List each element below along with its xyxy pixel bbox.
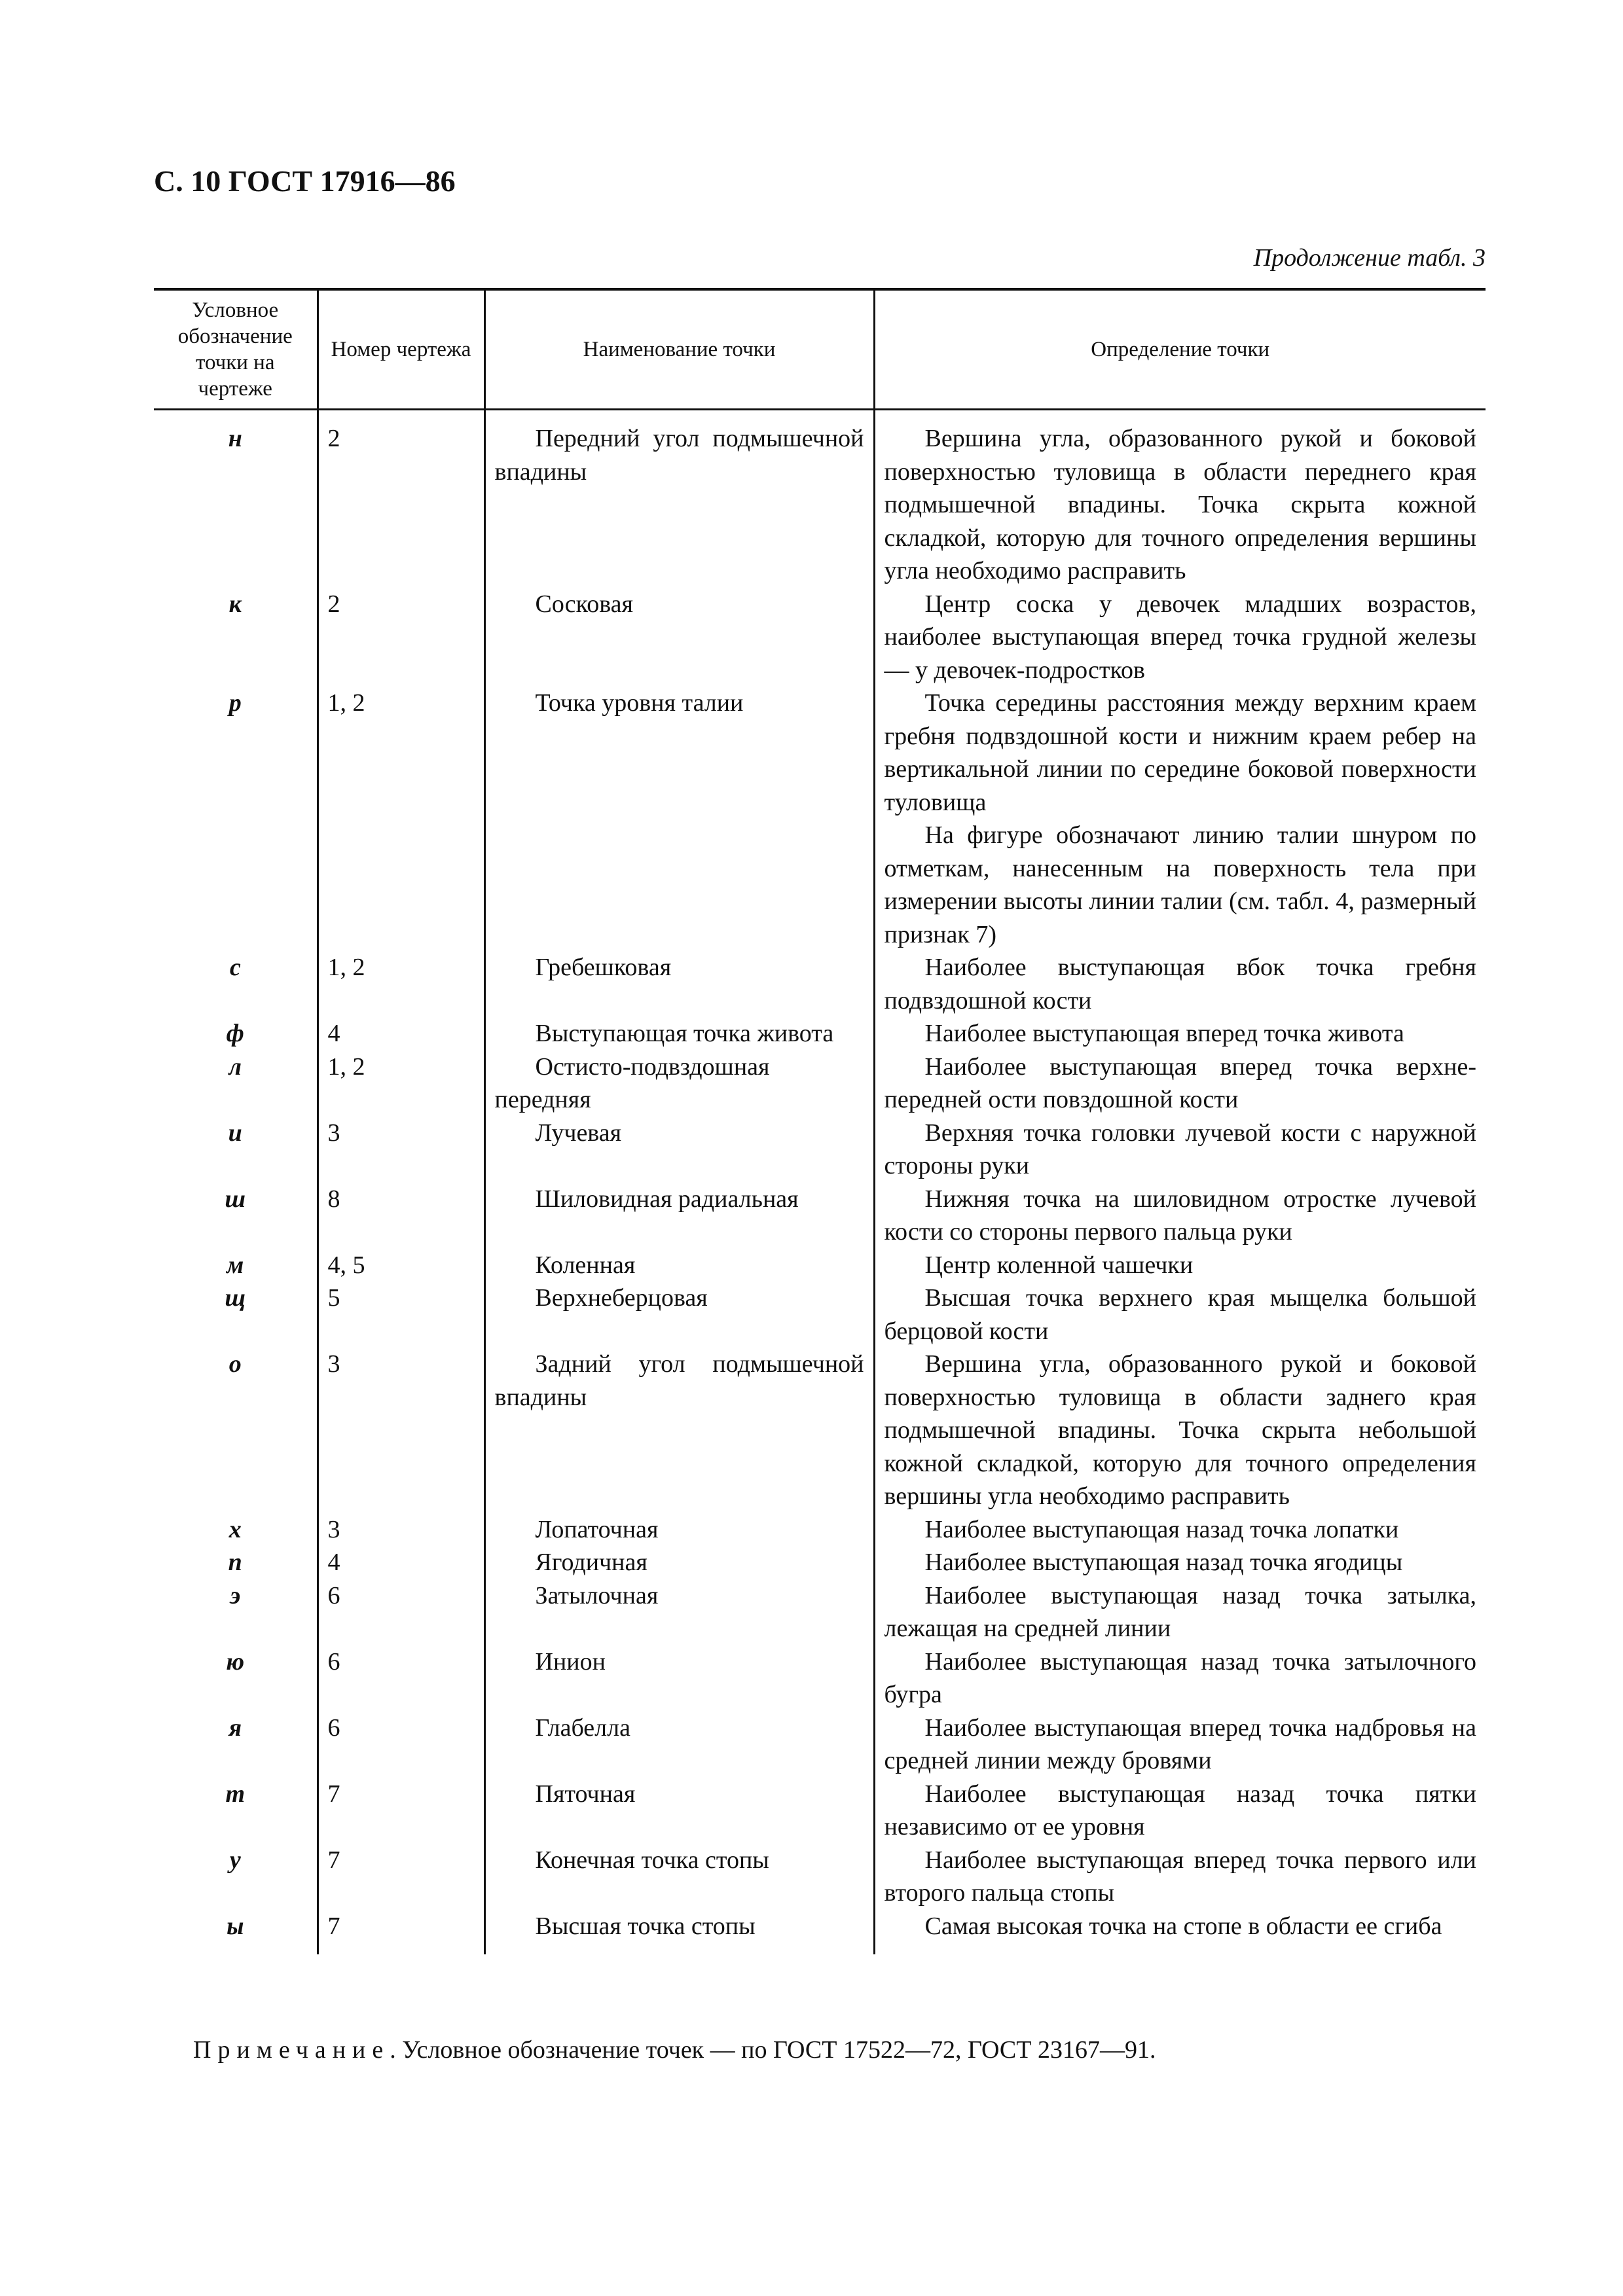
point-name-cell — [484, 1017, 874, 1050]
point-symbol: п — [228, 1549, 242, 1576]
point-name-cell — [484, 1579, 874, 1645]
table-row — [154, 1050, 1486, 1117]
point-definition-cell — [874, 1513, 1486, 1547]
point-definition-cell — [874, 1546, 1486, 1579]
definition-paragraph: Наиболее выступающая вперед точка надбровья на средней линии между бровями — [884, 1713, 1476, 1774]
point-definition-cell — [874, 410, 1486, 588]
point-symbol: о — [228, 1350, 242, 1378]
point-name: Гребешковая — [535, 954, 672, 981]
definition-paragraph: Наиболее выступающая назад точка лопатки — [924, 1515, 1399, 1543]
point-definition-cell — [874, 1844, 1486, 1910]
header-definition: Определение точки — [874, 289, 1486, 410]
figure-number: 6 — [318, 1645, 484, 1712]
figure-number: 4, 5 — [318, 1249, 484, 1282]
point-name-cell — [484, 1249, 874, 1282]
point-name-cell — [484, 1348, 874, 1513]
figure-number: 3 — [318, 1117, 484, 1183]
table-row — [154, 588, 1486, 687]
point-definition-cell — [874, 588, 1486, 687]
point-symbol: к — [228, 590, 242, 618]
point-name-cell — [484, 1844, 874, 1910]
table-row — [154, 1546, 1486, 1579]
definition-paragraph: Наиболее выступающая назад точка ягодицы — [924, 1549, 1403, 1576]
figure-number: 1, 2 — [318, 951, 484, 1017]
point-symbol: т — [225, 1780, 246, 1808]
table-row — [154, 1910, 1486, 1955]
point-name: Затылочная — [535, 1581, 659, 1609]
point-name: Глабелла — [535, 1713, 630, 1742]
table-row — [154, 1645, 1486, 1712]
point-name-cell — [484, 1282, 874, 1348]
point-symbol: у — [229, 1846, 241, 1874]
point-symbol: с — [229, 954, 241, 981]
table-row — [154, 1348, 1486, 1513]
note-text: . Условное обозначение точек — по ГОСТ 17522—72, ГОСТ 23167—91. — [390, 2036, 1156, 2064]
definition-paragraph: Наиболее выступающая вбок точка гребня подвздошной кости — [884, 954, 1476, 1014]
point-name: Конечная точка стопы — [535, 1846, 769, 1874]
point-symbol: ш — [225, 1185, 246, 1213]
points-table — [154, 288, 1486, 1954]
figure-number: 2 — [318, 410, 484, 588]
figure-number: 4 — [318, 1546, 484, 1579]
point-name: Сосковая — [535, 590, 633, 618]
table-row — [154, 1778, 1486, 1844]
definition-paragraph: Центр соска у девочек младших возрастов, наиболее выступающая вперед точка грудной железы — у девочек-подростков — [884, 590, 1476, 684]
point-definition-cell — [874, 1645, 1486, 1712]
figure-number: 8 — [318, 1183, 484, 1249]
point-name-cell — [484, 588, 874, 687]
table-row — [154, 1249, 1486, 1282]
point-definition-cell — [874, 1117, 1486, 1183]
point-definition-cell — [874, 1712, 1486, 1778]
header-symbol: Условное обозначение точки на чертеже — [154, 289, 318, 410]
definition-paragraph: Высшая точка верхнего края мыщелка большой берцовой кости — [884, 1284, 1476, 1345]
point-name-cell — [484, 1513, 874, 1547]
point-symbol: ф — [226, 1020, 244, 1047]
point-symbol: щ — [225, 1284, 246, 1312]
definition-paragraph: Точка середины расстояния между верхним краем гребня подвздошной кости и нижним краем ребер на вертикальной линии по середине боковой поверхности туловища — [884, 689, 1476, 816]
table-row — [154, 1513, 1486, 1547]
point-symbol: н — [228, 425, 242, 452]
point-name: Точка уровня талии — [535, 689, 744, 717]
figure-number: 6 — [318, 1579, 484, 1645]
point-name-cell — [484, 1183, 874, 1249]
definition-paragraph: Вершина угла, образованного рукой и боковой поверхностью туловища в области заднего края подмышечной впадины. Точка скрыта небольшой кожной складкой, которую для точного определения вершины угла необходимо расправить — [884, 1350, 1476, 1510]
point-definition-cell — [874, 1282, 1486, 1348]
point-name-cell — [484, 1645, 874, 1712]
point-definition-cell — [874, 1050, 1486, 1117]
table-row — [154, 1282, 1486, 1348]
point-name-cell — [484, 410, 874, 588]
point-name: Пяточная — [535, 1780, 636, 1808]
point-name: Остисто-подвздошная передняя — [494, 1052, 770, 1113]
point-name-cell — [484, 1050, 874, 1117]
table-row — [154, 1712, 1486, 1778]
point-definition-cell — [874, 1348, 1486, 1513]
point-definition-cell — [874, 1910, 1486, 1955]
point-name-cell — [484, 951, 874, 1017]
point-symbol: и — [228, 1119, 242, 1147]
point-name: Передний угол подмышечной впадины — [494, 425, 864, 486]
point-definition-cell — [874, 1579, 1486, 1645]
point-name: Верхнеберцовая — [535, 1284, 708, 1312]
table-row — [154, 1579, 1486, 1645]
figure-number: 2 — [318, 588, 484, 687]
figure-number: 1, 2 — [318, 687, 484, 951]
point-definition-cell — [874, 1017, 1486, 1050]
definition-paragraph: Наиболее выступающая назад точка пятки независимо от ее уровня — [884, 1780, 1476, 1840]
table-continuation-label: Продолжение табл. 3 — [1253, 244, 1486, 272]
table-row — [154, 1017, 1486, 1050]
definition-paragraph: Наиболее выступающая вперед точка первого или второго пальца стопы — [884, 1846, 1476, 1907]
header-figure: Номер чертежа — [318, 289, 484, 410]
point-name: Инион — [535, 1647, 606, 1676]
definition-paragraph: Верхняя точка головки лучевой кости с наружной стороны руки — [884, 1119, 1476, 1179]
point-symbol: ы — [227, 1912, 244, 1940]
table-row — [154, 1183, 1486, 1249]
table-body — [154, 410, 1486, 1955]
point-name: Шиловидная радиальная — [535, 1185, 799, 1213]
point-symbol: э — [230, 1581, 241, 1609]
header-name: Наименование точки — [484, 289, 874, 410]
point-symbol: л — [228, 1052, 242, 1081]
figure-number: 6 — [318, 1712, 484, 1778]
definition-paragraph: Наиболее выступающая вперед точка живота — [924, 1020, 1404, 1047]
figure-number: 4 — [318, 1017, 484, 1050]
definition-paragraph: На фигуре обозначают линию талии шнуром по отметкам, нанесенным на поверхность тела при измерении высоты линии талии (см. табл. 4, размерный признак 7) — [884, 821, 1476, 948]
point-name: Коленная — [535, 1251, 636, 1279]
definition-paragraph: Наиболее выступающая вперед точка верхне-передней ости повздошной кости — [884, 1052, 1476, 1113]
point-name: Лучевая — [535, 1119, 622, 1147]
point-symbol: я — [228, 1713, 242, 1742]
table-header-row — [154, 289, 1486, 410]
point-name-cell — [484, 1546, 874, 1579]
definition-paragraph: Наиболее выступающая назад точка затылочного бугра — [884, 1647, 1476, 1708]
point-definition-cell — [874, 951, 1486, 1017]
definition-paragraph: Вершина угла, образованного рукой и боковой поверхностью туловища в области переднего края подмышечной впадины. Точка скрыта кожной складкой, которую для точного определения вершины угла необходимо расправить — [884, 425, 1476, 584]
point-name-cell — [484, 1712, 874, 1778]
point-symbol: х — [228, 1515, 242, 1543]
footnote — [193, 2036, 1156, 2064]
point-definition-cell — [874, 1778, 1486, 1844]
point-symbol: ю — [226, 1647, 245, 1676]
point-definition-cell — [874, 687, 1486, 951]
figure-number: 3 — [318, 1513, 484, 1547]
point-definition-cell — [874, 1183, 1486, 1249]
figure-number: 7 — [318, 1844, 484, 1910]
note-label: Примечание — [193, 2036, 390, 2064]
point-name: Ягодичная — [535, 1549, 647, 1576]
point-definition-cell — [874, 1249, 1486, 1282]
table-row — [154, 1117, 1486, 1183]
point-name-cell — [484, 1778, 874, 1844]
page-header: С. 10 ГОСТ 17916—86 — [154, 164, 456, 198]
definition-paragraph: Наиболее выступающая назад точка затылка, лежащая на средней линии — [884, 1581, 1476, 1642]
figure-number: 7 — [318, 1910, 484, 1955]
table-row — [154, 410, 1486, 588]
point-name: Высшая точка стопы — [535, 1912, 756, 1940]
definition-paragraph: Центр коленной чашечки — [924, 1251, 1194, 1279]
point-name: Выступающая точка живота — [535, 1020, 834, 1047]
figure-number: 7 — [318, 1778, 484, 1844]
figure-number: 3 — [318, 1348, 484, 1513]
point-name-cell — [484, 1910, 874, 1955]
table-row — [154, 951, 1486, 1017]
point-name-cell — [484, 687, 874, 951]
figure-number: 5 — [318, 1282, 484, 1348]
definition-paragraph: Нижняя точка на шиловидном отростке лучевой кости со стороны первого пальца руки — [884, 1185, 1476, 1246]
table-row — [154, 1844, 1486, 1910]
point-symbol: м — [227, 1251, 244, 1279]
definition-paragraph: Самая высокая точка на стопе в области ее сгиба — [924, 1912, 1442, 1940]
point-name: Задний угол подмышечной впадины — [494, 1350, 864, 1411]
figure-number: 1, 2 — [318, 1050, 484, 1117]
point-symbol: р — [228, 689, 242, 717]
point-name: Лопаточная — [535, 1515, 659, 1543]
point-name-cell — [484, 1117, 874, 1183]
table-row — [154, 687, 1486, 951]
